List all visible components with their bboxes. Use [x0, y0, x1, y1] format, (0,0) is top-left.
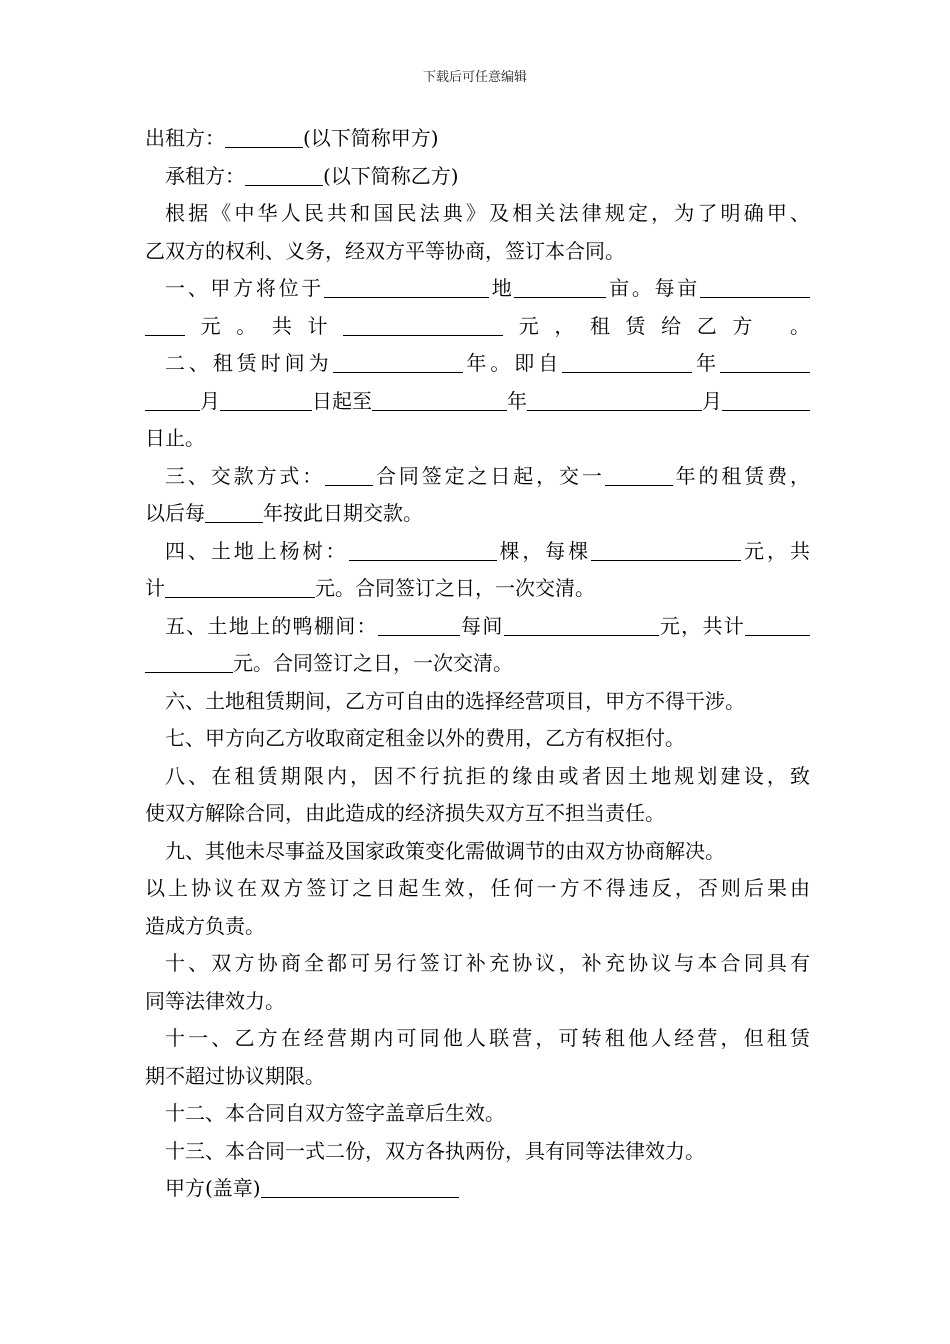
contract-line [145, 1020, 810, 1058]
line-text: 合同签定之日起，交一 [373, 463, 605, 488]
line-text: 六、土地租赁期间，乙方可自由的选择经营项目，甲方不得干涉。 [165, 688, 745, 713]
line-text: 月 [200, 388, 220, 413]
fill-in-blank [605, 461, 673, 486]
fill-in-blank [372, 386, 507, 411]
line-text: 三、交款方式： [165, 463, 326, 488]
fill-in-blank [261, 1173, 459, 1198]
line-text: 日止。 [145, 426, 205, 450]
line-text: 元。共计 [185, 313, 344, 338]
fill-in-blank [527, 386, 702, 411]
line-text: 五、土地上的鸭棚间： [165, 613, 378, 638]
contract-body [145, 120, 810, 1208]
line-text: 承租方： [165, 163, 245, 188]
contract-line [145, 420, 810, 458]
line-text: 年。即自 [462, 351, 563, 375]
fill-in-blank [145, 386, 200, 411]
line-text: 造成方负责。 [145, 913, 265, 938]
contract-line [145, 345, 810, 383]
line-text: 出租方： [145, 126, 225, 150]
contract-line [145, 608, 810, 646]
page-header: 下载后可任意编辑 [422, 70, 527, 85]
line-text: 日起至 [312, 388, 372, 413]
fill-in-blank [700, 273, 810, 298]
line-text: 年的租赁费， [672, 463, 810, 488]
line-text: 元，租赁给乙方 。 [503, 313, 810, 338]
line-text: 期不超过协议期限。 [145, 1063, 325, 1088]
contract-line [145, 758, 810, 796]
fill-in-blank [591, 536, 741, 561]
fill-in-blank [325, 461, 373, 486]
fill-in-blank [745, 611, 810, 636]
line-text: 一、甲方将位于 [165, 276, 324, 300]
contract-line [145, 833, 810, 871]
contract-line [145, 983, 810, 1021]
line-text: 十、双方协商全都可另行签订补充协议，补充协议与本合同具有 [165, 951, 810, 975]
line-text: 地 [489, 276, 515, 300]
line-text: 以后每 [145, 501, 205, 525]
contract-line [145, 570, 810, 608]
contract-line [145, 945, 810, 983]
contract-line [145, 1058, 810, 1096]
line-text: 十三、本合同一式二份，双方各执两份，具有同等法律效力。 [165, 1138, 705, 1163]
contract-line [145, 683, 810, 721]
line-text: (以下简称甲方) [303, 126, 439, 150]
line-text: 四、土地上杨树： [165, 538, 349, 563]
fill-in-blank [720, 348, 810, 373]
line-text: 十二、本合同自双方签字盖章后生效。 [165, 1101, 505, 1125]
line-text: 年 [692, 351, 721, 375]
contract-line [145, 720, 810, 758]
fill-in-blank [349, 536, 497, 561]
contract-line [145, 195, 810, 233]
line-text: 月 [702, 388, 722, 413]
line-text: 根据《中华人民共和国民法典》及相关法律规定，为了明确甲、 [165, 201, 810, 225]
fill-in-blank [378, 611, 460, 636]
contract-line [145, 795, 810, 833]
line-text: 二、租赁时间为 [165, 351, 333, 375]
fill-in-blank [562, 348, 692, 373]
contract-line [145, 1095, 810, 1133]
contract-line [145, 270, 810, 308]
contract-line [145, 533, 810, 571]
contract-line [145, 870, 810, 908]
line-text: 棵，每棵 [496, 538, 592, 563]
contract-line [145, 458, 810, 496]
fill-in-blank [333, 348, 463, 373]
fill-in-blank [205, 498, 263, 523]
line-text: 九、其他未尽事益及国家政策变化需做调节的由双方协商解决。 [165, 838, 725, 863]
line-text: 元。合同签订之日，一次交清。 [233, 651, 513, 675]
line-text: 使双方解除合同，由此造成的经济损失双方互不担当责任。 [145, 801, 665, 825]
contract-line [145, 1170, 810, 1208]
contract-line [145, 1133, 810, 1171]
fill-in-blank [145, 648, 233, 673]
fill-in-blank [165, 573, 315, 598]
contract-line [145, 495, 810, 533]
fill-in-blank [722, 386, 810, 411]
fill-in-blank [145, 311, 185, 336]
contract-line [145, 308, 810, 346]
line-text: 以上协议在双方签订之日起生效，任何一方不得违反，否则后果由 [145, 876, 810, 900]
fill-in-blank [324, 273, 489, 298]
line-text: 亩。每亩 [606, 276, 701, 300]
line-text: 乙双方的权利、义务，经双方平等协商，签订本合同。 [145, 238, 625, 263]
line-text: 年按此日期交款。 [263, 501, 423, 525]
fill-in-blank [504, 611, 659, 636]
line-text: 七、甲方向乙方收取商定租金以外的费用，乙方有权拒付。 [165, 726, 685, 750]
line-text: 八、在租赁期限内，因不行抗拒的缘由或者因土地规划建设，致 [165, 763, 810, 788]
line-text: 元。合同签订之日，一次交清。 [315, 576, 595, 600]
contract-line [145, 645, 810, 683]
line-text: 计 [145, 576, 165, 600]
contract-line [145, 120, 810, 158]
line-text: (以下简称乙方) [323, 163, 459, 188]
fill-in-blank [343, 311, 503, 336]
fill-in-blank [220, 386, 312, 411]
contract-line [145, 383, 810, 421]
contract-line [145, 158, 810, 196]
fill-in-blank [245, 161, 323, 186]
line-text: 元，共计 [658, 613, 746, 638]
line-text: 十一、乙方在经营期内可同他人联营，可转租他人经营，但租赁 [165, 1026, 810, 1050]
contract-line [145, 908, 810, 946]
line-text: 同等法律效力。 [145, 988, 285, 1013]
fill-in-blank [514, 273, 606, 298]
contract-line [145, 233, 810, 271]
fill-in-blank [225, 123, 303, 148]
line-text: 每间 [459, 613, 504, 638]
line-text: 甲方(盖章) [165, 1176, 261, 1200]
line-text: 年 [507, 388, 527, 413]
line-text: 元，共 [741, 538, 810, 563]
